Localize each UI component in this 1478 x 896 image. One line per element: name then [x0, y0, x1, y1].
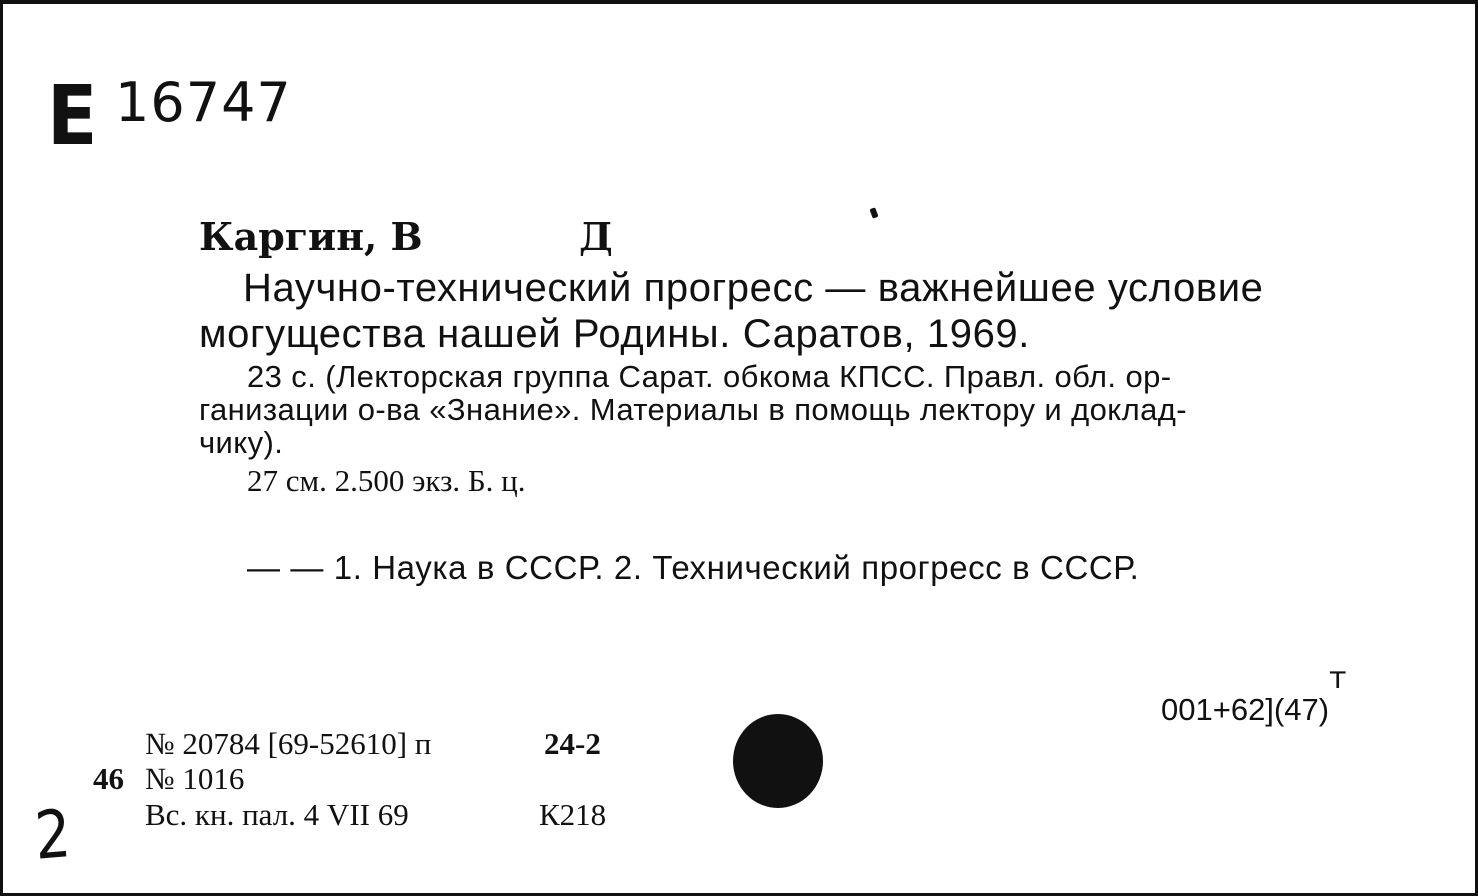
description-line-3: чику). — [199, 425, 284, 460]
physical-description: 27 см. 2.500 экз. Б. ц. — [247, 463, 526, 498]
call-number-letter: E — [47, 69, 98, 164]
footer-prefix: 46 — [93, 761, 124, 796]
description-line-1: 23 с. (Лекторская группа Сарат. обкома КПСС. Правл. обл. ор- — [247, 359, 1172, 394]
subject-headings: — — 1. Наука в СССР. 2. Технический прогресс в СССР. — [247, 549, 1140, 586]
footer-code-2: К218 — [539, 797, 607, 832]
ink-speck — [869, 207, 878, 218]
footer-number: № 1016 — [145, 761, 245, 796]
punch-hole — [733, 714, 823, 808]
handwritten-number: 2 — [32, 795, 73, 875]
footer-registration-number: № 20784 [69-52610] п — [145, 726, 432, 761]
author-name: Каргин, В — [199, 214, 423, 259]
author-initial: Д — [579, 214, 613, 259]
title-line-2: могущества нашей Родины. Саратов, 1969. — [199, 312, 1030, 356]
call-number-digits: 16747 — [115, 71, 292, 134]
classmark-superscript: т — [1329, 661, 1347, 696]
footer-code-1: 24-2 — [544, 726, 601, 761]
classification-mark: 001+62](47) — [1161, 692, 1330, 727]
footer-chamber-date: Вс. кн. пал. 4 VII 69 — [145, 797, 409, 832]
description-line-2: ганизации о-ва «Знание». Материалы в помощь лектору и доклад- — [199, 392, 1187, 427]
title-line-1: Научно-технический прогресс — важнейшее условие — [243, 266, 1264, 310]
